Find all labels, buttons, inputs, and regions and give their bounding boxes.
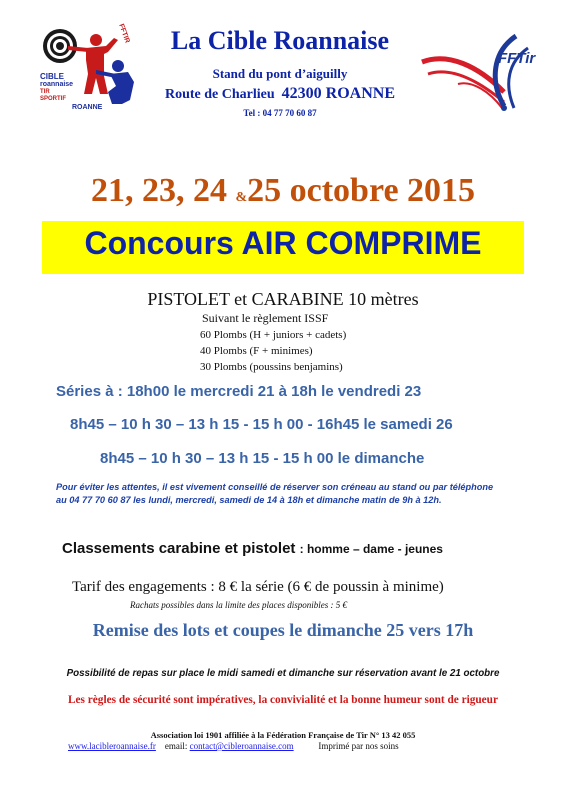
stand-name: Stand du pont d’aiguilly: [212, 66, 348, 81]
schedule-line-3: 8h45 – 10 h 30 – 13 h 15 - 15 h 00 le dimanche: [100, 450, 425, 467]
fftir-logo-text: FFTir: [498, 50, 536, 67]
list-item: 30 Plombs (poussins benjamins): [200, 361, 343, 373]
email-label: email:: [164, 741, 188, 751]
fftir-logo: [418, 22, 546, 116]
logo-text-fftir: FFTIR: [117, 22, 131, 45]
disciplines-rules: Suivant le règlement ISSF: [202, 311, 329, 325]
rankings: [62, 540, 443, 557]
meals-note: Possibilité de repas sur place le midi samedi et dimanche sur réservation avant le 21 octobre: [66, 668, 500, 679]
address-city: 42300 ROANNE: [281, 85, 395, 102]
rankings-title: Classements carabine et pistolet: [62, 540, 296, 557]
fftir-logo-icon: [418, 22, 546, 116]
awards: Remise des lots et coupes le dimanche 25 vers 17h: [92, 620, 474, 640]
logo-text-roanne: ROANNE: [72, 104, 103, 111]
website-link[interactable]: www.lacibleroannaise.fr: [68, 741, 156, 751]
footer-links: [68, 741, 399, 751]
schedule-line-2: 8h45 – 10 h 30 – 13 h 15 - 15 h 00 - 16h45 le samedi 26: [70, 416, 453, 433]
event-dates: [0, 172, 566, 210]
reservation-line-2: au 04 77 70 60 87 les lundi, mercredi, samedi de 14 à 18h et dimanche matin de 9h à 12h.: [56, 495, 442, 505]
rankings-categories: : homme – dame - jeunes: [299, 542, 443, 556]
address-street: Route de Charlieu: [164, 87, 275, 102]
list-item: 60 Plombs (H + juniors + cadets): [200, 329, 347, 341]
association-info: Association loi 1901 affiliée à la Fédération Française de Tir N° 13 42 055: [150, 730, 416, 740]
phone: Tel : 04 77 70 60 87: [243, 108, 317, 118]
club-logo: [38, 24, 140, 124]
schedule-line-1: Séries à : 18h00 le mercredi 21 à 18h le vendredi 23: [56, 383, 422, 400]
dates-part2: 25 octobre 2015: [247, 172, 476, 209]
logo-text-tir: TIR: [40, 89, 50, 95]
logo-text-cible: CIBLE: [40, 72, 64, 81]
reservation-line-1: Pour éviter les attentes, il est vivement conseillé de réserver son créneau au stand ou par téléphone: [56, 482, 494, 492]
safety-note: Les règles de sécurité sont impératives, la convivialité et la bonne humeur sont de rigueur: [68, 694, 498, 706]
list-item: 40 Plombs (F + minimes): [200, 345, 313, 357]
event-title: Concours AIR COMPRIME: [84, 225, 482, 261]
email-link[interactable]: contact@cibleroannaise.com: [189, 741, 294, 751]
disciplines-main: PISTOLET et CARABINE 10 mètres: [147, 289, 419, 309]
dates-ampersand: &: [235, 190, 248, 205]
address: [140, 85, 420, 103]
reservation-note: [56, 481, 536, 507]
logo-text-sportif: SPORTIF: [40, 96, 67, 102]
club-name: La Cible Roannaise: [170, 26, 390, 55]
fees-rebuy: Rachats possibles dans la limite des places disponibles : 5 €: [130, 600, 347, 610]
fees-main: Tarif des engagements : 8 € la série (6 € de poussin à minime): [72, 579, 444, 595]
logo-text-roannaise: roannaise: [40, 81, 74, 88]
dates-part1: 21, 23, 24: [90, 172, 227, 209]
printed-note: Imprimé par nos soins: [318, 741, 399, 751]
disciplines-list: [200, 327, 346, 375]
